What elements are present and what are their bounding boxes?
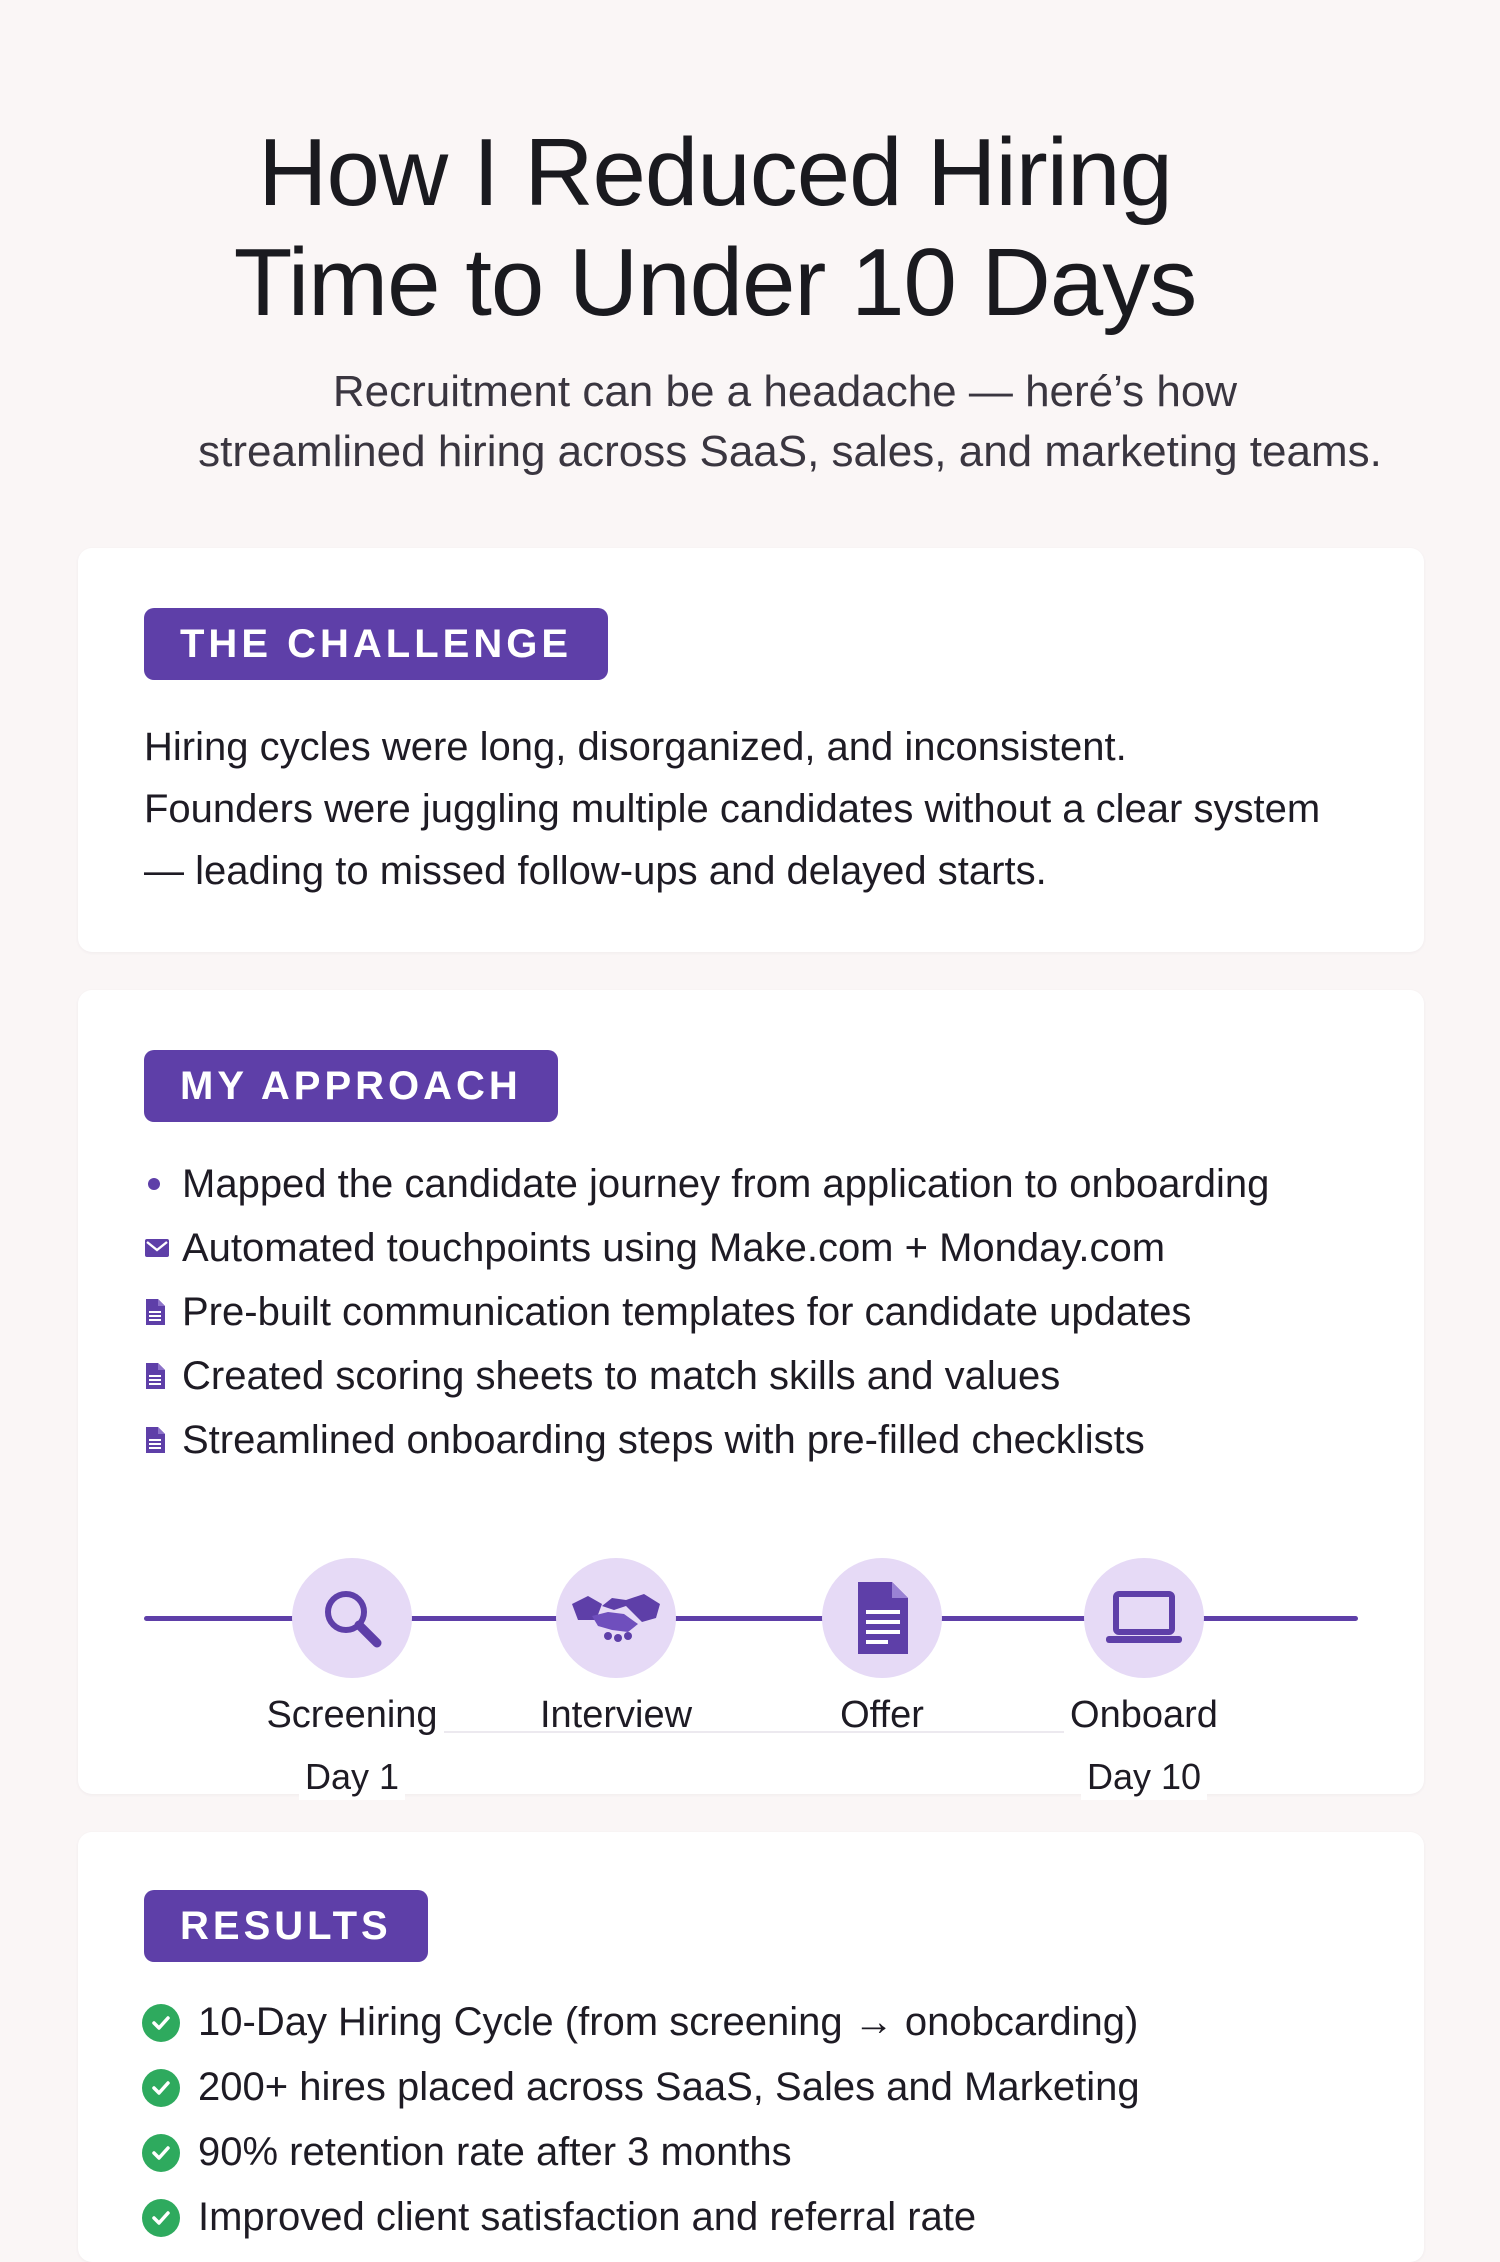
results-list [142, 1990, 1402, 2250]
check-icon [142, 2199, 180, 2237]
list-item [144, 1216, 1404, 1280]
list-item [144, 1280, 1404, 1344]
approach-list [144, 1152, 1404, 1472]
list-item-text: Pre-built communication templates for candidate updates [182, 1289, 1192, 1334]
challenge-line: Hiring cycles were long, disorganized, and inconsistent. [144, 725, 1127, 769]
result-text: 200+ hires placed across SaaS, Sales and Marketing [198, 2065, 1140, 2109]
document-icon [144, 1362, 182, 1390]
magnifier-icon [292, 1558, 412, 1678]
check-icon [142, 2134, 180, 2172]
timeline-stage-interview [516, 1538, 716, 1759]
timeline-stage-day: Day 1 [299, 1754, 405, 1800]
result-text: 10-Day Hiring Cycle (from screening → onobcarding) [198, 2000, 1139, 2044]
results-badge: RESULTS [144, 1890, 428, 1962]
result-text: 90% retention rate after 3 months [198, 2130, 792, 2174]
result-text: Improved client satisfaction and referral rate [198, 2195, 977, 2239]
bullet-dot-icon [144, 1178, 182, 1190]
title-line-1: How I Reduced Hiring [258, 119, 1172, 226]
document-icon [822, 1558, 942, 1678]
challenge-text [144, 716, 1384, 902]
challenge-line: — leading to missed follow-ups and delayed starts. [144, 849, 1047, 893]
approach-badge: MY APPROACH [144, 1050, 558, 1122]
timeline-stage-label: Screening [266, 1694, 438, 1736]
page-subtitle [90, 362, 1490, 482]
list-item-text: Automated touchpoints using Make.com + Monday.com [182, 1225, 1166, 1270]
timeline-stage-offer [782, 1538, 982, 1759]
envelope-icon [144, 1238, 182, 1258]
list-item [144, 1344, 1404, 1408]
challenge-card [78, 548, 1424, 952]
title-line-2: Time to Under 10 Days [233, 229, 1197, 336]
timeline-stage-screening [252, 1538, 452, 1800]
page-title [0, 118, 1430, 338]
results-card [78, 1832, 1424, 2262]
list-item [144, 1408, 1404, 1472]
subtitle-line-1: Recruitment can be a headache — heré’s how [332, 367, 1238, 416]
timeline-stage-onboard [1044, 1538, 1244, 1800]
hiring-timeline [144, 1538, 1358, 1797]
check-icon [142, 2069, 180, 2107]
list-item [142, 2185, 1402, 2250]
list-item [144, 1152, 1404, 1216]
approach-card [78, 990, 1424, 1797]
list-item [142, 2120, 1402, 2185]
list-item [142, 2055, 1402, 2120]
document-icon [144, 1426, 182, 1454]
challenge-badge: THE CHALLENGE [144, 608, 608, 680]
document-icon [144, 1298, 182, 1326]
list-item-text: Created scoring sheets to match skills and values [182, 1353, 1061, 1398]
timeline-stage-label: Onboard [1070, 1694, 1218, 1736]
check-icon [142, 2004, 180, 2042]
handshake-icon [556, 1558, 676, 1678]
laptop-icon [1084, 1558, 1204, 1678]
list-item-text: Streamlined onboarding steps with pre-filled checklists [182, 1417, 1145, 1462]
timeline-stage-day: Day 10 [1081, 1754, 1207, 1800]
list-item-text: Mapped the candidate journey from application to onboarding [182, 1161, 1270, 1206]
challenge-line: Founders were juggling multiple candidates without a clear system [144, 787, 1321, 831]
list-item [142, 1990, 1402, 2055]
timeline-stage-label: Offer [840, 1694, 924, 1736]
subtitle-line-2: streamlined hiring across SaaS, sales, and marketinɡ teams. [198, 427, 1382, 476]
timeline-stage-label: Interview [539, 1694, 693, 1736]
